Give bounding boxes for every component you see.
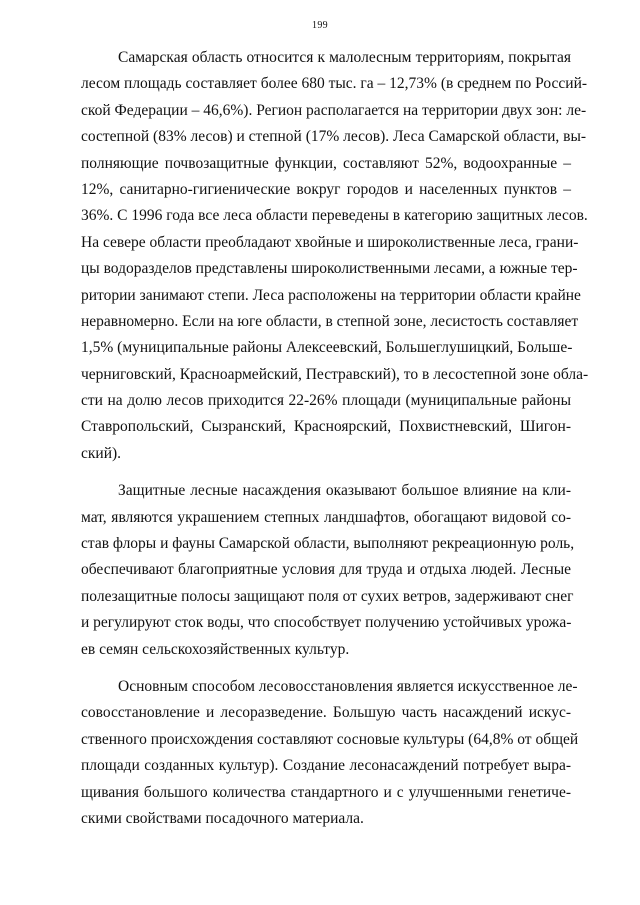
text-line: лесом площадь составляет более 680 тыс. га – 12,73% (в среднем по Россий-	[81, 75, 588, 93]
text-line: Основным способом лесовосстановления является искусственное ле-	[118, 677, 578, 695]
paragraph-1	[81, 45, 589, 467]
page-body	[81, 45, 589, 832]
text-line: Защитные лесные насаждения оказывают большое влияние на кли-	[118, 482, 571, 500]
paragraph-3	[81, 674, 579, 832]
text-line: ской Федерации – 46,6%). Регион располагается на территории двух зон: ле-	[81, 101, 587, 119]
text-line: состепной (83% лесов) и степной (17% лесов). Леса Самарской области, вы-	[81, 128, 587, 146]
text-line: Самарская область относится к малолесным территориям, покрытая	[118, 49, 571, 66]
text-line: площади созданных культур). Создание лесонасаждений потребует выра-	[81, 757, 571, 775]
text-line: 1,5% (муниципальные районы Алексеевский, Большеглушицкий, Больше-	[81, 339, 573, 357]
text-line: черниговский, Красноармейский, Пестравский), то в лесостепной зоне обла-	[81, 365, 589, 383]
text-line: ритории занимают степи. Леса расположены на территории области крайне	[81, 286, 581, 304]
text-line: ев семян сельскохозяйственных культур.	[81, 640, 350, 658]
text-line: На севере области преобладают хвойные и широколиственные леса, грани-	[81, 233, 579, 251]
text-line: обеспечивают благоприятные условия для труда и отдыха людей. Лесные	[81, 561, 571, 579]
text-line: ственного происхождения составляют сосновые культуры (64,8% от общей	[81, 730, 579, 748]
text-line: полняющие почвозащитные функции, составляют 52%, водоохранные –	[81, 154, 571, 172]
text-line: щивания большого количества стандартного и с улучшенными генетиче-	[81, 783, 571, 801]
text-line: скими свойствами посадочного материала.	[81, 809, 364, 827]
paragraph-gap	[81, 663, 571, 674]
text-line: и регулируют сток воды, что способствует получению устойчивых урожа-	[81, 614, 572, 632]
text-line: цы водоразделов представлены широколиственными лесами, а южные тер-	[81, 260, 578, 278]
page-number: 199	[312, 20, 328, 31]
text-line: 36%. С 1996 года все леса области переведены в категорию защитных лесов.	[81, 207, 588, 225]
text-line: 12%, санитарно-гигиенические вокруг городов и населенных пунктов –	[81, 180, 571, 198]
text-line: совосстановление и лесоразведение. Большую часть насаждений искус-	[81, 704, 571, 722]
text-line: мат, являются украшением степных ландшафтов, обогащают видовой со-	[81, 508, 571, 526]
text-line: ский).	[81, 444, 122, 462]
text-line: став флоры и фауны Самарской области, выполняют рекреационную роль,	[81, 535, 575, 553]
paragraph-gap	[81, 467, 571, 478]
text-line: неравномерно. Если на юге области, в степной зоне, лесистость составляет	[81, 312, 579, 330]
text-line: Ставропольский, Сызранский, Красноярский, Похвистневский, Шигон-	[81, 418, 571, 436]
paragraph-2	[81, 478, 575, 663]
text-line: сти на долю лесов приходится 22-26% площади (муниципальные районы	[81, 392, 571, 410]
text-line: полезащитные полосы защищают поля от сухих ветров, задерживают снег	[81, 587, 574, 605]
